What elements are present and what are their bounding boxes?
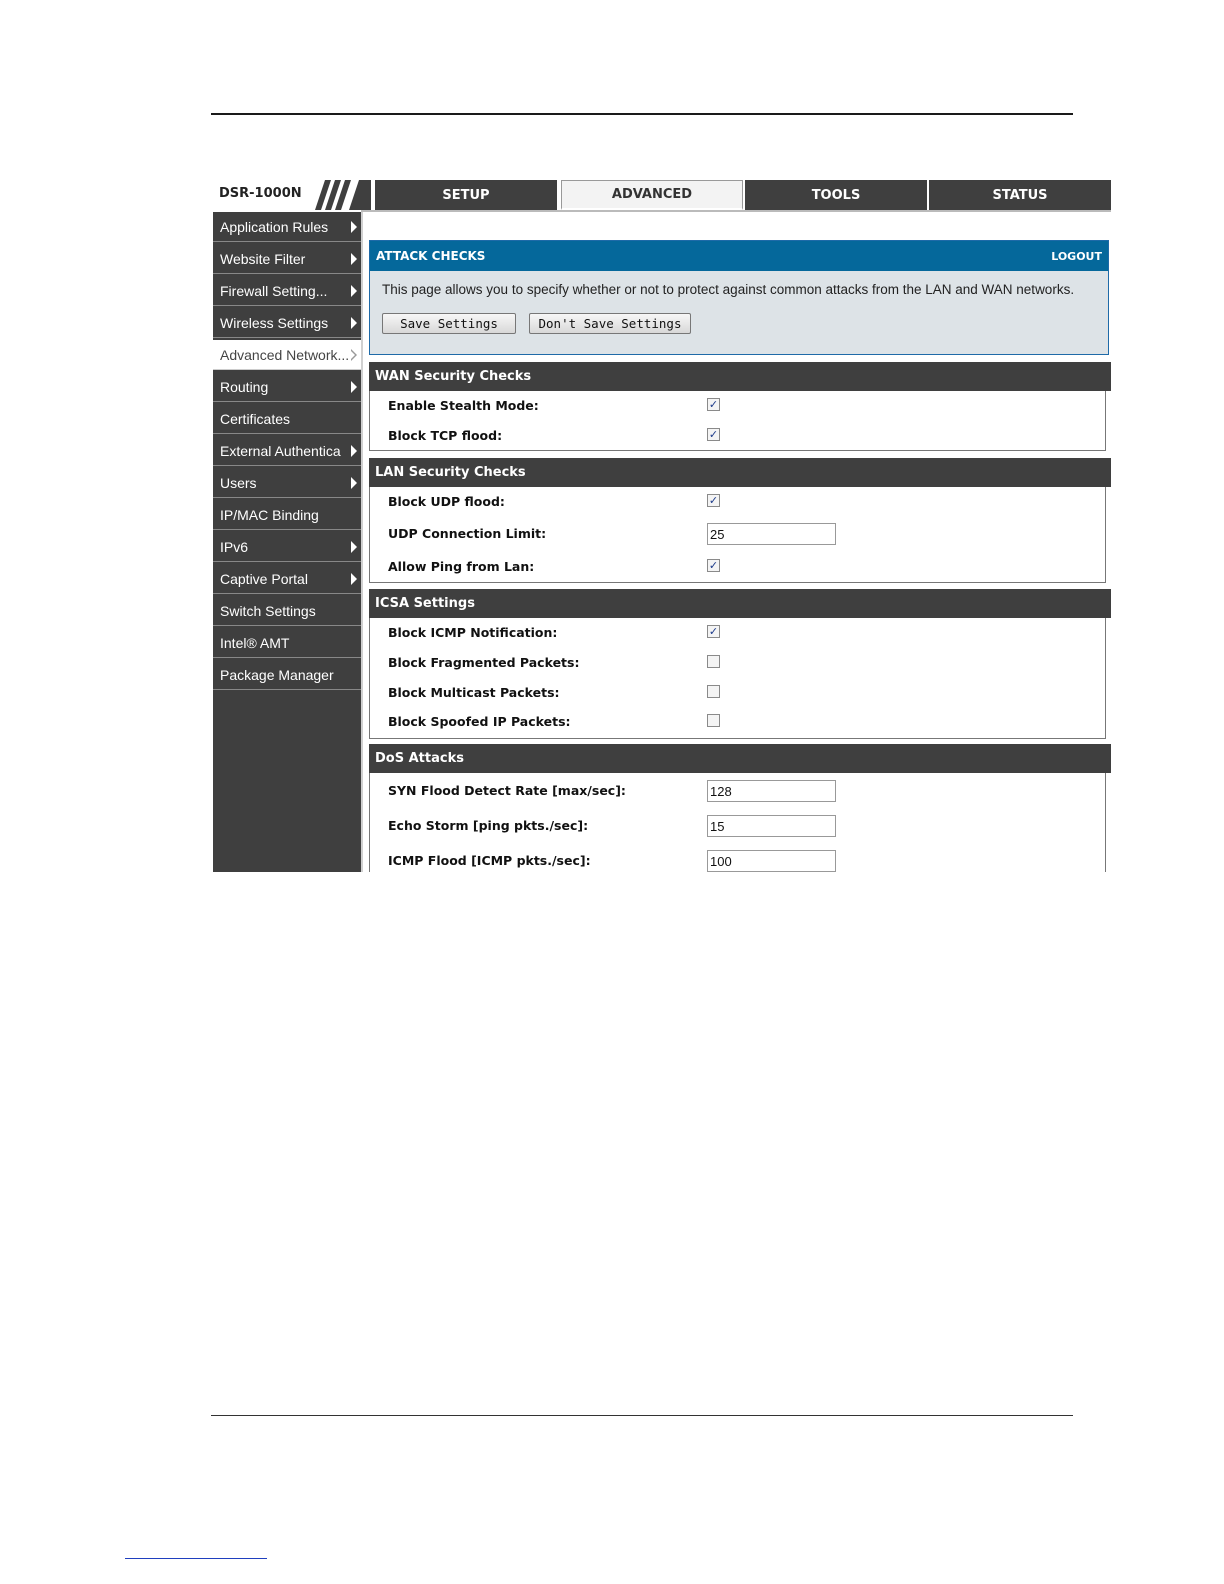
wan-section-body [369,391,1106,451]
page-bottom-rule [211,1415,1073,1416]
sidebar-item-application-rules[interactable] [213,212,363,242]
attack-checks-panel [369,240,1109,355]
lan-section-body [369,487,1106,583]
chevron-right-icon [351,285,357,297]
chevron-right-outline-icon [351,349,357,361]
sidebar-item-website-filter[interactable] [213,244,363,274]
sidebar-item-label: Switch Settings [220,602,316,619]
sidebar-item-ip-mac-binding[interactable] [213,500,363,530]
stealth-mode-label: Enable Stealth Mode: [388,398,539,413]
icmp-flood-input[interactable]: 100 [707,850,836,872]
chevron-right-icon [351,477,357,489]
page-description: This page allows you to specify whether or not to protect against common attacks from the LAN and WAN networks. [382,282,1075,297]
sidebar-divider [361,212,363,872]
page-title: ATTACK CHECKS [376,249,486,263]
sidebar-item-package-manager[interactable] [213,660,363,690]
sidebar-item-wireless-settings[interactable] [213,308,363,338]
sidebar-item-firewall-settings[interactable] [213,276,363,306]
icmp-notification-label: Block ICMP Notification: [388,625,558,640]
tab-setup[interactable]: SETUP [375,180,559,210]
lan-section-header: LAN Security Checks [369,458,1111,487]
echo-storm-label: Echo Storm [ping pkts./sec]: [388,818,589,833]
allow-ping-label: Allow Ping from Lan: [388,559,535,574]
echo-storm-input[interactable]: 15 [707,815,836,837]
udp-connection-limit-label: UDP Connection Limit: [388,526,547,541]
icsa-section-body [369,618,1106,739]
udp-flood-label: Block UDP flood: [388,494,505,509]
dos-section-body [369,773,1106,872]
tab-advanced[interactable]: ADVANCED [561,180,743,210]
chevron-right-icon [351,317,357,329]
sidebar-item-label: External Authentica [220,442,341,459]
sidebar-item-captive-portal[interactable] [213,564,363,594]
tcp-flood-checkbox[interactable]: ✓ [708,428,719,441]
spoofed-ip-label: Block Spoofed IP Packets: [388,714,571,729]
chevron-right-icon [351,381,357,393]
sidebar-item-label: Website Filter [220,250,306,267]
router-admin-screenshot [213,178,1111,872]
model-name: DSR-1000N [219,186,302,201]
page-top-rule [211,113,1073,115]
dos-section-header: DoS Attacks [369,744,1111,773]
sidebar-item-label: Application Rules [220,218,329,235]
save-settings-button[interactable]: Save Settings [382,313,516,334]
udp-flood-checkbox[interactable]: ✓ [708,494,719,507]
logout-link[interactable]: LOGOUT [1051,249,1102,263]
sidebar-item-label: Users [220,474,257,491]
panel-header [370,241,1108,271]
footer-link-underline[interactable] [125,1558,267,1559]
sidebar-item-label: IPv6 [220,538,249,555]
sidebar-item-label: Routing [220,378,269,395]
sidebar-item-label: Firewall Setting... [220,282,328,299]
sidebar-item-advanced-network[interactable] [213,340,363,370]
brand-slashes-icon [305,180,371,210]
sidebar-item-switch-settings[interactable] [213,596,363,626]
stealth-mode-checkbox[interactable]: ✓ [708,398,719,411]
header-divider [361,210,1111,212]
sidebar-item-routing[interactable] [213,372,363,402]
sidebar-item-label: Package Manager [220,666,334,683]
chevron-right-icon [351,221,357,233]
icmp-notification-checkbox[interactable]: ✓ [708,625,719,638]
chevron-right-icon [351,445,357,457]
syn-flood-rate-label: SYN Flood Detect Rate [max/sec]: [388,783,626,798]
dont-save-settings-button[interactable]: Don't Save Settings [529,313,691,334]
multicast-packets-checkbox[interactable] [707,685,720,698]
sidebar-item-label: Advanced Network... [220,346,350,363]
syn-flood-rate-input[interactable]: 128 [707,780,836,802]
sidebar-item-ipv6[interactable] [213,532,363,562]
icmp-flood-label: ICMP Flood [ICMP pkts./sec]: [388,853,591,868]
top-header [213,178,1111,212]
sidebar-item-external-authentication[interactable] [213,436,363,466]
sidebar-item-label: Captive Portal [220,570,308,587]
fragmented-packets-checkbox[interactable] [707,655,720,668]
wan-section-header: WAN Security Checks [369,362,1111,391]
multicast-packets-label: Block Multicast Packets: [388,685,560,700]
chevron-right-icon [351,573,357,585]
tab-tools[interactable]: TOOLS [745,180,929,210]
fragmented-packets-label: Block Fragmented Packets: [388,655,580,670]
sidebar-item-label: IP/MAC Binding [220,506,319,523]
tcp-flood-label: Block TCP flood: [388,428,503,443]
chevron-right-icon [351,253,357,265]
udp-connection-limit-input[interactable]: 25 [707,523,836,545]
allow-ping-checkbox[interactable]: ✓ [708,559,719,572]
sidebar-item-label: Intel® AMT [220,634,290,651]
sidebar [213,212,363,872]
sidebar-item-users[interactable] [213,468,363,498]
chevron-right-icon [351,541,357,553]
icsa-section-header: ICSA Settings [369,589,1111,618]
spoofed-ip-checkbox[interactable] [707,714,720,727]
sidebar-item-intel-amt[interactable] [213,628,363,658]
sidebar-item-label: Wireless Settings [220,314,329,331]
sidebar-item-certificates[interactable] [213,404,363,434]
tab-status[interactable]: STATUS [929,180,1111,210]
sidebar-item-label: Certificates [220,410,291,427]
